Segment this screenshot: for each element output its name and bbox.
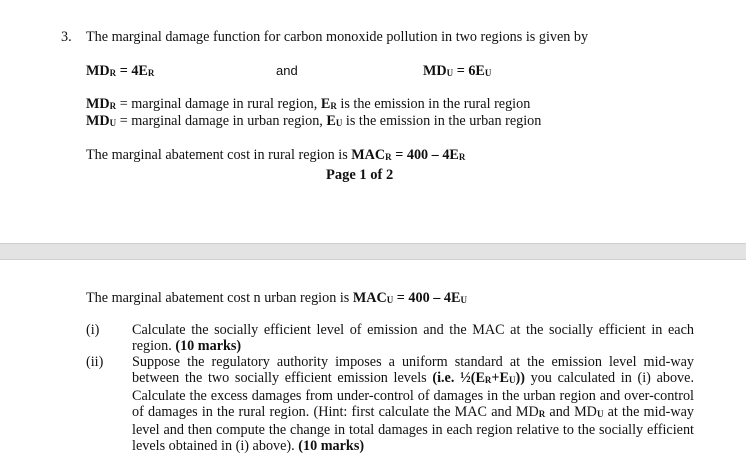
item-ii-text: Suppose the regulatory authority imposes a uniform standard at the emission level mid-way between the two socially efficient emission levels (i.e. ½(ER+EU)) you calculated in (i) above. Calculate the excess damages from under-control of damages in the urban region and over-control of damages in the rural region. (Hint: first calculate the MAC and MDR and MDU at the mid-way level and then compute the change in total damages in each region relative to the socially efficient levels obtained in (i) above). (10 marks) (132, 354, 694, 454)
page-footer: Page 1 of 2 (326, 167, 394, 183)
question-intro: The marginal damage function for carbon monoxide pollution in two regions is given by (86, 29, 589, 45)
definition-rural: MDR = marginal damage in rural region, ER is the emission in the rural region (86, 96, 531, 112)
and-word: and (276, 63, 298, 78)
question-number: 3. (61, 29, 72, 45)
page-separator (0, 243, 746, 260)
mac-rural-line: The marginal abatement cost in rural region is MACR = 400 – 4ER (86, 147, 466, 163)
item-label-i: (i) (86, 322, 100, 338)
item-label-ii: (ii) (86, 354, 104, 370)
item-i-text: Calculate the socially efficient level of emission and the MAC at the socially efficient in each region. (10 marks) (132, 322, 694, 354)
definition-urban: MDU = marginal damage in urban region, EU is the emission in the urban region (86, 113, 542, 129)
md-rural-equation: MDR = 4ER (86, 63, 155, 79)
md-urban-equation: MDU = 6EU (423, 63, 492, 79)
mac-urban-line: The marginal abatement cost n urban region is MACU = 400 – 4EU (86, 290, 467, 306)
